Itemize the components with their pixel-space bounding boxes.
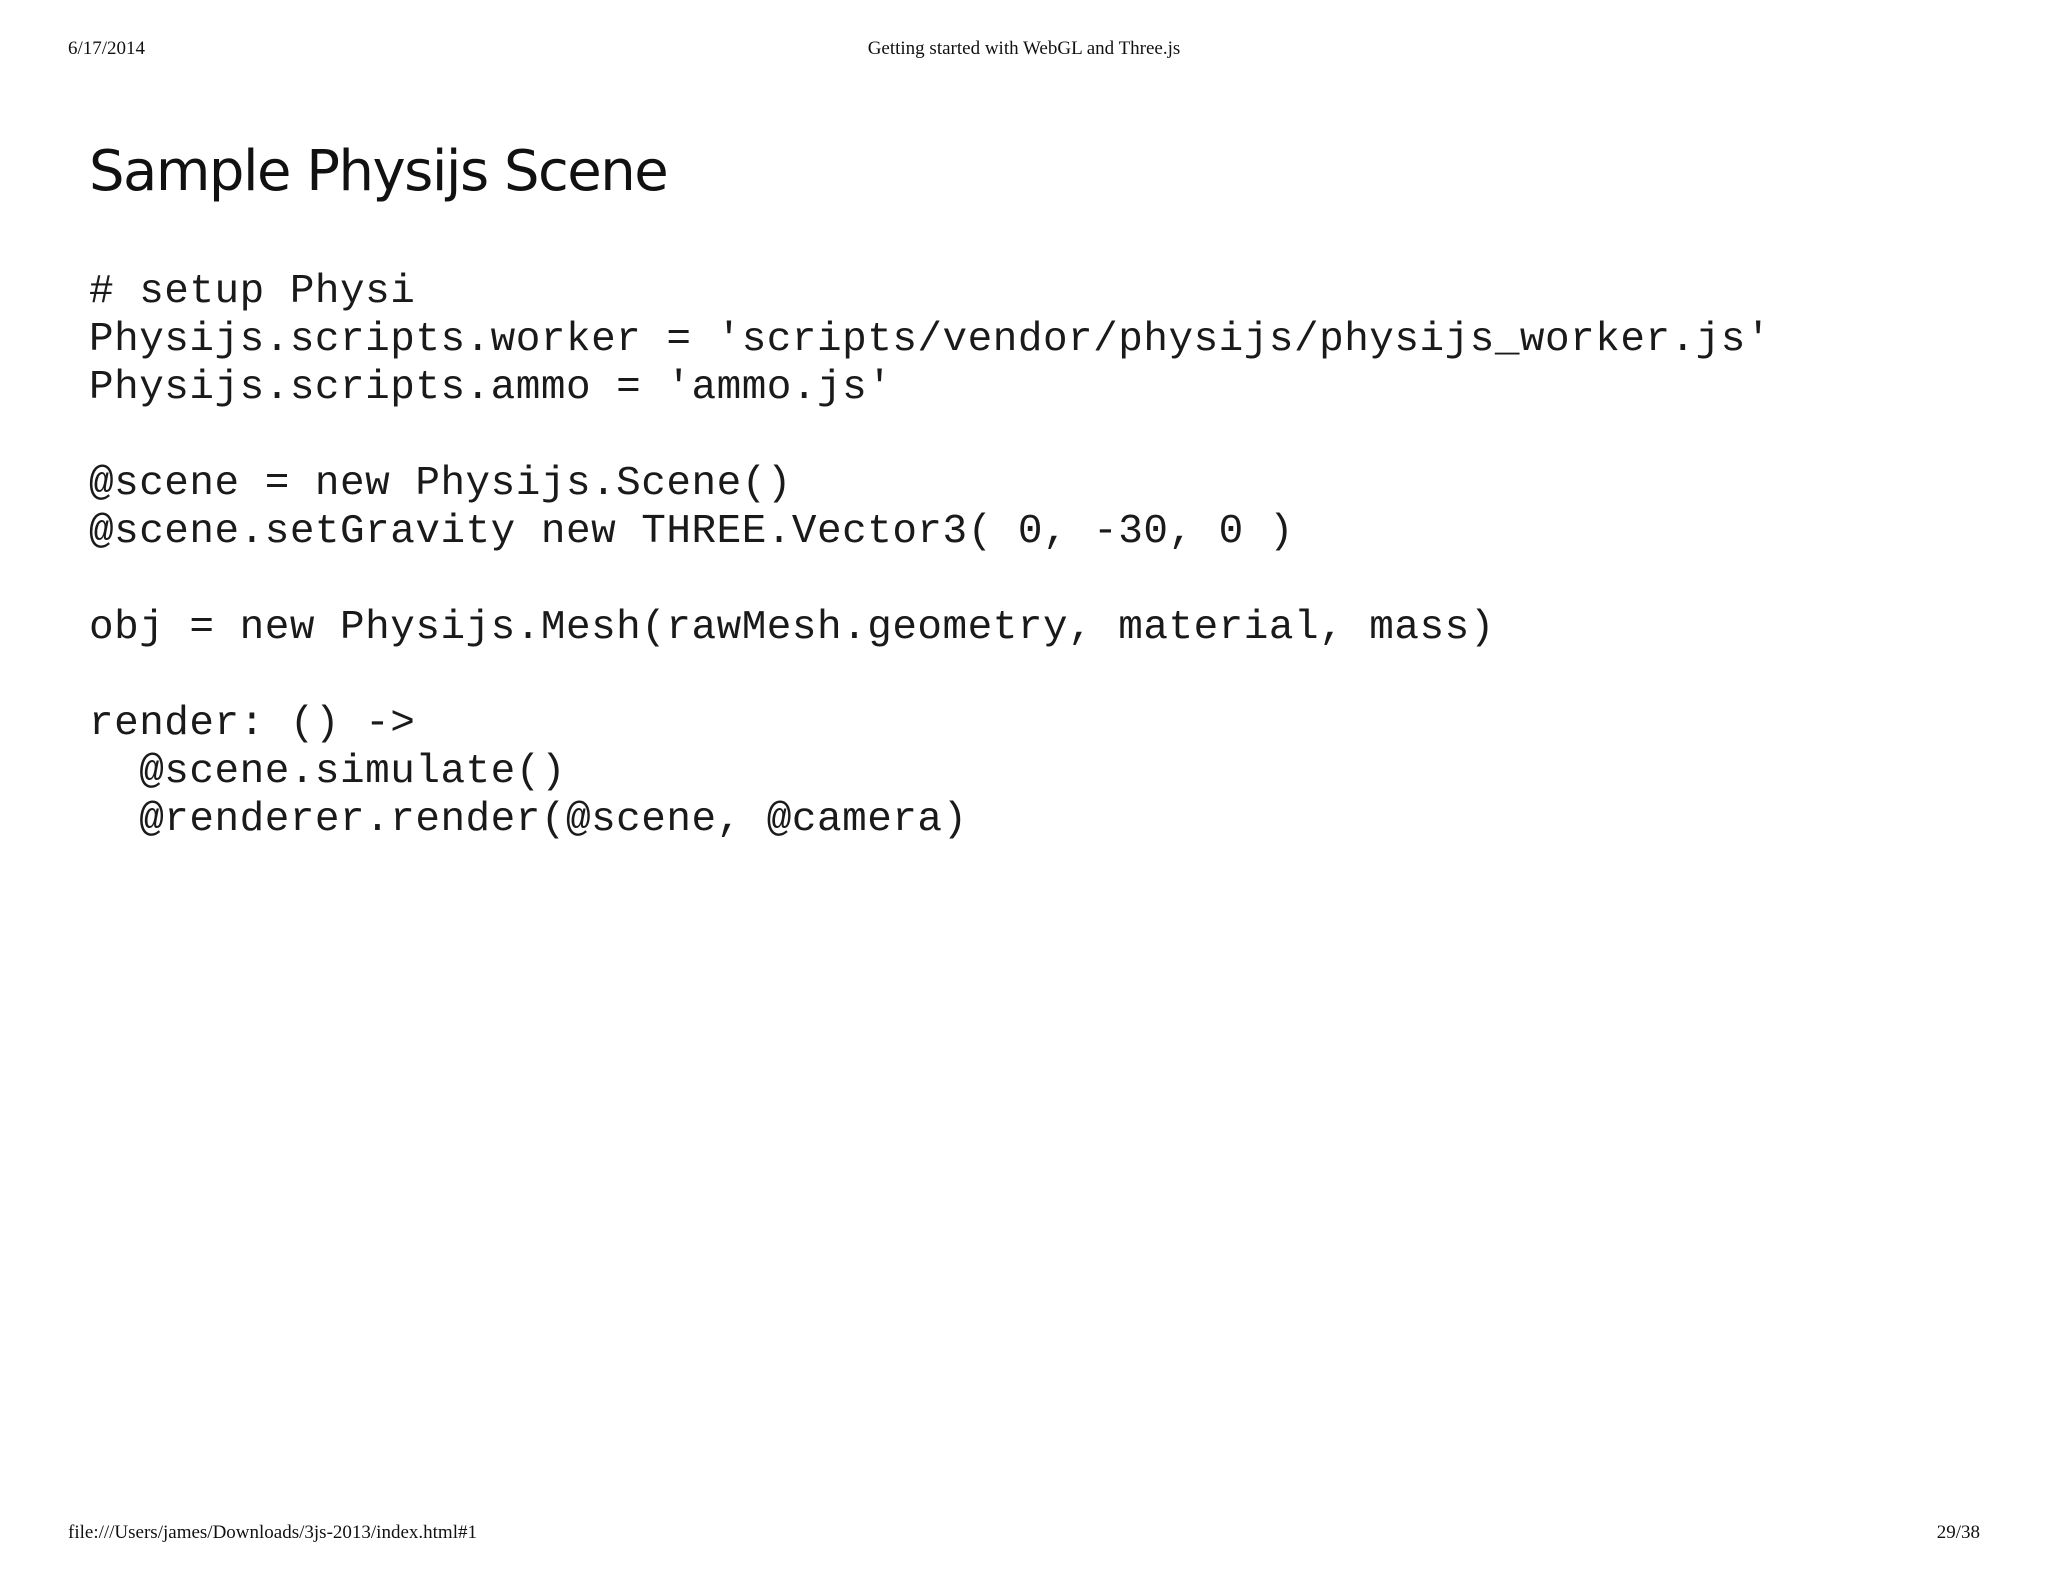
code-line	[89, 556, 1771, 604]
code-line	[89, 652, 1771, 700]
code-line: @scene = new Physijs.Scene()	[89, 461, 792, 507]
slide-title: Sample Physijs Scene	[89, 139, 668, 204]
print-page-number: 29/38	[1936, 1522, 1980, 1543]
code-line: Physijs.scripts.ammo = 'ammo.js'	[89, 365, 893, 411]
code-line: @scene.setGravity new THREE.Vector3( 0, -30, 0 )	[89, 509, 1294, 555]
code-line: render: () ->	[89, 701, 416, 747]
code-line	[89, 412, 1771, 460]
code-line: obj = new Physijs.Mesh(rawMesh.geometry, material, mass)	[89, 605, 1495, 651]
print-url: file:///Users/james/Downloads/3js-2013/index.html#1	[68, 1522, 477, 1543]
code-line: @renderer.render(@scene, @camera)	[89, 797, 968, 843]
slide	[89, 130, 1969, 843]
code-block	[89, 268, 1771, 844]
print-page-title: Getting started with WebGL and Three.js	[867, 38, 1181, 59]
code-line: # setup Physi	[89, 269, 416, 315]
print-header	[0, 38, 2048, 68]
print-date: 6/17/2014	[68, 38, 146, 59]
code-line: @scene.simulate()	[89, 749, 566, 795]
code-line: Physijs.scripts.worker = 'scripts/vendor/physijs/physijs_worker.js'	[89, 317, 1771, 363]
print-footer	[0, 1522, 2048, 1552]
